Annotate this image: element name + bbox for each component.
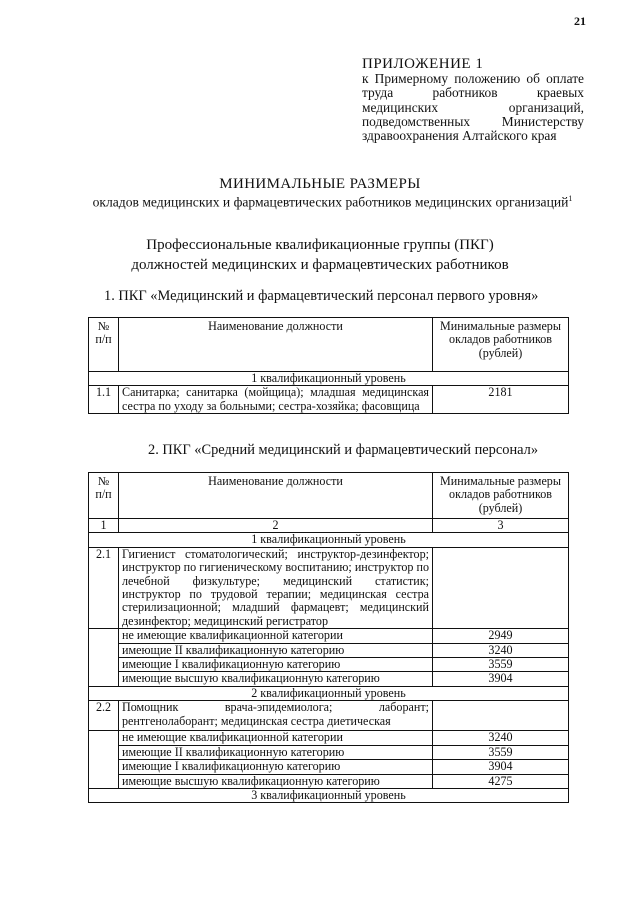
category-label: имеющие высшую квалификационную категорию [119,672,433,686]
section1-table [88,317,569,414]
row-number-empty [89,629,119,687]
appendix-block [362,57,584,143]
salary-value: 3904 [433,672,569,686]
level-label: 1 квалификационный уровень [89,372,569,386]
appendix-title: ПРИЛОЖЕНИЕ 1 [362,56,484,72]
page-number: 21 [574,14,586,28]
category-label: не имеющие квалификационной категории [119,731,433,745]
level-label: 1 квалификационный уровень [89,533,569,547]
category-row [89,745,569,759]
category-row [89,672,569,686]
pkg-heading-line2: должностей медицинских и фармацевтических работников [131,257,509,273]
level-label: 2 квалификационный уровень [89,686,569,700]
salary-value: 3240 [433,731,569,745]
category-row [89,643,569,657]
salary-value: 3559 [433,745,569,759]
table-row [89,547,569,628]
salary-value: 2181 [433,386,569,414]
level-row [89,686,569,700]
footnote-marker: 1 [568,194,573,203]
category-row [89,760,569,774]
category-label: имеющие II квалификационную категорию [119,643,433,657]
col-number-3: 3 [433,519,569,533]
section2-table [88,472,569,803]
level-row [89,788,569,802]
row-number: 1.1 [89,386,119,414]
table-header-row [89,318,569,372]
category-row [89,774,569,788]
category-row [89,658,569,672]
subtitle-text: окладов медицинских и фармацевтических работников медицинских организаций [92,194,569,210]
category-label: имеющие II квалификационную категорию [119,745,433,759]
category-row [89,731,569,745]
salary-value: 3240 [433,643,569,657]
header-salary: Минимальные размеры окладов работников (рублей) [433,318,569,372]
document-subtitle [80,192,585,209]
level-row [89,372,569,386]
category-label: имеющие I квалификационную категорию [119,658,433,672]
header-salary: Минимальные размеры окладов работников (рублей) [433,473,569,519]
category-label: имеющие I квалификационную категорию [119,760,433,774]
level-row [89,533,569,547]
section2-heading: 2. ПКГ «Средний медицинский и фармацевтический персонал» [148,442,539,458]
salary-empty [433,701,569,731]
row-number-empty [89,731,119,789]
level-label: 3 квалификационный уровень [89,788,569,802]
salary-value: 2949 [433,629,569,643]
col-number-1: 1 [89,519,119,533]
appendix-text: к Примерному положению об оплате труда работников краевых медицинских организаций, подведомственных Министерству здравоохранения Алтайского края [362,71,584,144]
category-label: имеющие высшую квалификационную категорию [119,774,433,788]
header-name: Наименование должности [119,473,433,519]
section1-heading: 1. ПКГ «Медицинский и фармацевтический персонал первого уровня» [104,288,539,304]
pkg-heading-line1: Профессиональные квалификационные группы (ПКГ) [146,237,494,253]
table-row [89,701,569,731]
header-num: № п/п [89,473,119,519]
category-row [89,629,569,643]
position-name: Помощник врача-эпидемиолога; лаборант; рентгенолаборант; медицинская сестра диетическая [119,701,433,731]
salary-value: 3904 [433,760,569,774]
table-header-row [89,473,569,519]
header-name: Наименование должности [119,318,433,372]
row-number: 2.1 [89,547,119,628]
salary-empty [433,547,569,628]
position-name: Гигиенист стоматологический; инструктор-дезинфектор; инструктор по гигиеническому воспитанию; инструктор по лечебной физкультуре; медицинский статистик; инструктор по трудовой терапии; медицинская сестра стерилизационной; младший фармацевт; медицинский дезинфектор; медицинский регистратор [119,547,433,628]
row-number: 2.2 [89,701,119,731]
pkg-heading [0,235,640,275]
position-name: Санитарка; санитарка (мойщица); младшая медицинская сестра по уходу за больными; сестра-хозяйка; фасовщица [119,386,433,414]
table-row [89,386,569,414]
document-title: МИНИМАЛЬНЫЕ РАЗМЕРЫ [219,176,421,192]
header-num: № п/п [89,318,119,372]
col-number-2: 2 [119,519,433,533]
category-label: не имеющие квалификационной категории [119,629,433,643]
salary-value: 4275 [433,774,569,788]
salary-value: 3559 [433,658,569,672]
column-number-row [89,519,569,533]
